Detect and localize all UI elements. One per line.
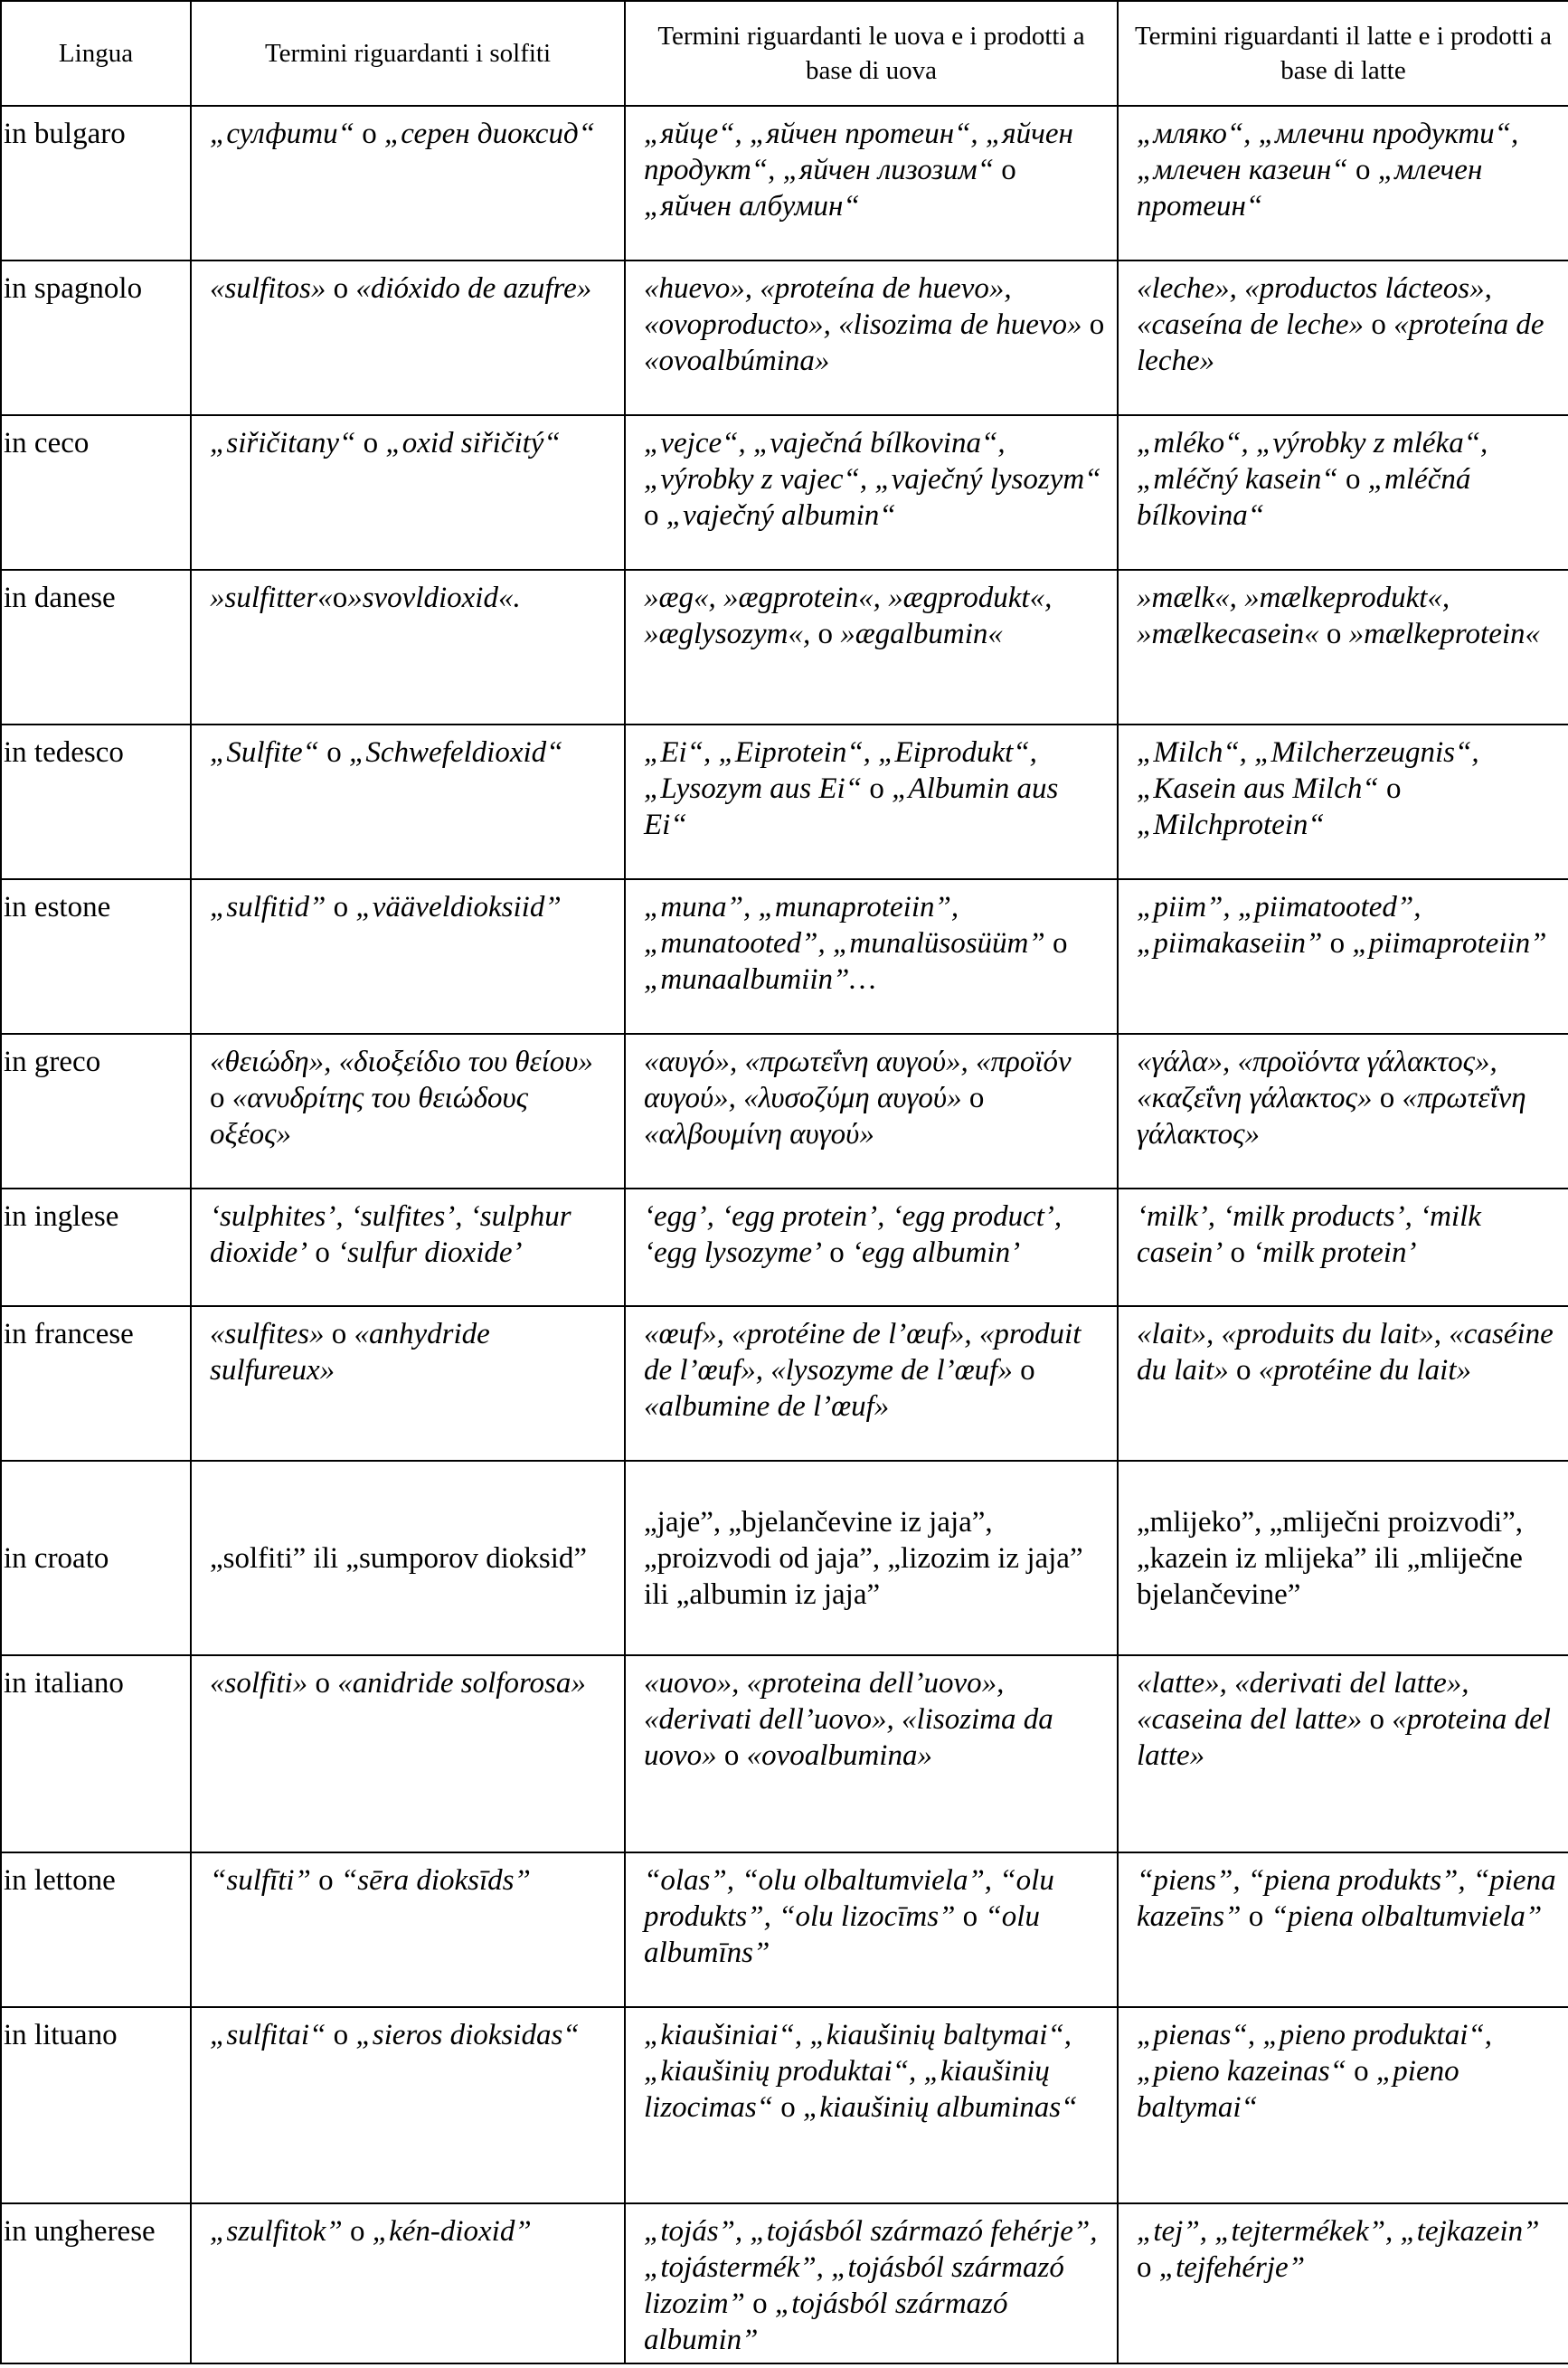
term-text: „vääveldioksiid” — [355, 891, 562, 924]
milk-terms-cell — [1118, 1461, 1568, 1654]
milk-terms-cell — [1118, 260, 1568, 415]
term-text: »mælk«, »mælkeprodukt«, »mælkecasein« — [1137, 582, 1450, 651]
conjunction: o — [319, 736, 350, 770]
term-text: «γάλα», «προϊόντα γάλακτος», «καζεΐνη γάλακτος» — [1137, 1046, 1497, 1115]
language-cell: in lituano — [1, 2007, 191, 2202]
term-text: “piena olbaltumviela” — [1270, 1900, 1543, 1934]
conjunction: o — [955, 1900, 986, 1934]
conjunction: o — [1318, 618, 1349, 651]
sulphites-terms-cell — [191, 2007, 625, 2202]
conjunction: o — [1372, 1082, 1403, 1115]
eggs-terms-cell — [625, 1655, 1118, 1852]
term-text: „мляко“, „млечни продукти“, „млечен казеин“ — [1137, 118, 1519, 186]
milk-terms-cell — [1118, 725, 1568, 879]
table-row — [1, 415, 1568, 570]
table-row — [1, 106, 1568, 260]
conjunction: o — [324, 1318, 354, 1351]
table-row — [1, 2203, 1568, 2363]
term-text: «proteína de leche» — [1137, 308, 1544, 378]
milk-terms-cell — [1118, 1655, 1568, 1852]
milk-terms-cell — [1118, 2203, 1568, 2363]
sulphites-terms-cell — [191, 1189, 625, 1306]
eggs-terms-cell — [625, 1306, 1118, 1461]
term-text: „яйце“, „яйчен протеин“, „яйчен продукт“, „яйчен лизозим“ — [644, 118, 1073, 186]
conjunction: o — [1012, 1354, 1035, 1388]
conjunction: o — [1362, 1702, 1393, 1736]
term-text: «latte», «derivati del latte», «caseina del latte» — [1137, 1666, 1469, 1736]
term-text: «leche», «productos lácteos», «caseína de leche» — [1137, 272, 1492, 342]
term-text: «αυγό», «πρωτεΐνη αυγού», «προϊόν αυγού», «λυσοζύμη αυγού» — [644, 1046, 1072, 1115]
term-text: «huevo», «proteína de huevo», «ovoproducto», «lisozima de huevo» — [644, 272, 1082, 342]
conjunction: o — [326, 2019, 356, 2052]
term-text: «œuf», «protéine de l’œuf», «produit de l’œuf», «lysozyme de l’œuf» — [644, 1318, 1082, 1388]
term-text: „siřičitany“ — [210, 427, 356, 460]
term-text: »æg«, »ægprotein«, »ægprodukt«, »æglysozym«, — [644, 582, 1053, 651]
eggs-terms-cell — [625, 2203, 1118, 2363]
conjunction: o — [1378, 772, 1402, 806]
conjunction: o — [1223, 1236, 1253, 1270]
term-text: „Albumin aus Ei“ — [644, 772, 1059, 842]
term-text: „tojásból származó albumin” — [644, 2287, 1008, 2356]
term-text: »sulfitter« — [210, 582, 333, 615]
term-text: „piim”, „piimatooted”, „piimakaseiin” — [1137, 891, 1422, 961]
table-row — [1, 725, 1568, 879]
term-text: »ægalbumin« — [840, 618, 1003, 651]
table-row — [1, 1189, 1568, 1306]
conjunction: o — [1228, 1354, 1259, 1388]
term-text: „sulfitid” — [210, 891, 326, 924]
term-text: «πρωτεΐνη γάλακτος» — [1137, 1082, 1526, 1151]
conjunction: o — [307, 1666, 338, 1700]
term-text: ‘egg’, ‘egg protein’, ‘egg product’, ‘egg lysozyme’ — [644, 1200, 1063, 1270]
term-text: „solfiti” ili „sumporov dioksid” — [210, 1541, 588, 1575]
conjunction: o — [810, 618, 841, 651]
milk-terms-cell — [1118, 1189, 1568, 1306]
term-text: «anhydride sulfureux» — [210, 1318, 490, 1388]
milk-terms-cell — [1118, 570, 1568, 725]
sulphites-terms-cell — [191, 1306, 625, 1461]
term-text: »mælkeprotein« — [1348, 618, 1541, 651]
language-cell: in italiano — [1, 1655, 191, 1852]
term-text: «solfiti» — [210, 1666, 308, 1700]
term-text: „vaječný albumin“ — [666, 499, 896, 533]
conjunction: o — [862, 772, 893, 806]
term-text: «θειώδη», «διοξείδιο του θείου» — [210, 1046, 593, 1079]
header-sulphites: Termini riguardanti i solfiti — [191, 1, 625, 106]
table-row — [1, 1034, 1568, 1189]
eggs-terms-cell — [625, 260, 1118, 415]
term-text: «uovo», «proteina dell’uovo», «derivati dell’uovo», «lisozima da uovo» — [644, 1666, 1053, 1772]
term-text: “olu albumīns” — [644, 1900, 1040, 1970]
conjunction: o — [307, 1236, 338, 1270]
language-cell: in bulgaro — [1, 106, 191, 260]
term-text: „sieros dioksidas“ — [355, 2019, 580, 2052]
conjunction: o — [210, 1082, 232, 1115]
conjunction: o — [1322, 927, 1353, 961]
language-cell: in tedesco — [1, 725, 191, 879]
language-cell: in inglese — [1, 1189, 191, 1306]
term-text: „яйчен албумин“ — [644, 190, 860, 223]
table-header-row — [1, 1, 1568, 106]
milk-terms-cell — [1118, 2007, 1568, 2202]
eggs-terms-cell — [625, 1189, 1118, 1306]
language-cell: in spagnolo — [1, 260, 191, 415]
eggs-terms-cell — [625, 1034, 1118, 1189]
conjunction: o — [355, 427, 386, 460]
term-text: «sulfites» — [210, 1318, 325, 1351]
sulphites-terms-cell — [191, 879, 625, 1034]
conjunction: o — [1346, 2055, 1376, 2089]
conjunction: o — [1044, 927, 1068, 961]
sulphites-terms-cell — [191, 1034, 625, 1189]
table-row — [1, 1461, 1568, 1654]
milk-terms-cell — [1118, 1034, 1568, 1189]
conjunction: o — [1241, 1900, 1271, 1934]
term-text: «proteina del latte» — [1137, 1702, 1551, 1772]
sulphites-terms-cell — [191, 106, 625, 260]
conjunction: o — [822, 1236, 853, 1270]
milk-terms-cell — [1118, 1852, 1568, 2007]
sulphites-terms-cell — [191, 415, 625, 570]
table-row — [1, 260, 1568, 415]
sulphites-terms-cell — [191, 2203, 625, 2363]
milk-terms-cell — [1118, 106, 1568, 260]
term-text: “sēra dioksīds” — [340, 1864, 531, 1898]
conjunction: o — [326, 891, 356, 924]
conjunction: o — [1137, 2250, 1159, 2284]
term-text: „szulfitok” — [210, 2214, 343, 2248]
language-cell: in ungherese — [1, 2203, 191, 2363]
term-text: ‘milk’, ‘milk products’, ‘milk casein’ — [1137, 1200, 1481, 1270]
conjunction: o — [1347, 154, 1378, 186]
language-cell: in ceco — [1, 415, 191, 570]
term-text: „Ei“, „Eiprotein“, „Eiprodukt“, „Lysozym aus Ei“ — [644, 736, 1037, 806]
sulphites-terms-cell — [191, 260, 625, 415]
term-text: „млечен протеин“ — [1137, 154, 1483, 223]
term-text: “olas”, “olu olbaltumviela”, “olu produkts”, “olu lizocīms” — [644, 1864, 1054, 1934]
conjunction: o — [342, 2214, 373, 2248]
term-text: «albumine de l’œuf» — [644, 1390, 890, 1424]
conjunction: o — [644, 499, 666, 533]
table-row — [1, 1655, 1568, 1852]
conjunction: o — [994, 154, 1016, 186]
header-language: Lingua — [1, 1, 191, 106]
conjunction: o — [310, 1864, 341, 1898]
eggs-terms-cell — [625, 1852, 1118, 2007]
table-row — [1, 570, 1568, 725]
sulphites-terms-cell — [191, 1461, 625, 1654]
eggs-terms-cell — [625, 2007, 1118, 2202]
sulphites-terms-cell — [191, 1852, 625, 2007]
term-text: «ovoalbúmina» — [644, 345, 830, 378]
term-text: „kiaušinių albuminas“ — [803, 2091, 1078, 2125]
term-text: ‘sulfur dioxide’ — [337, 1236, 523, 1270]
term-text: «αλβουμίνη αυγού» — [644, 1118, 874, 1151]
eggs-terms-cell — [625, 1461, 1118, 1654]
term-text: „Milchprotein“ — [1137, 809, 1325, 842]
term-text: „pienas“, „pieno produktai“, „pieno kazeinas“ — [1137, 2019, 1492, 2089]
milk-terms-cell — [1118, 1306, 1568, 1461]
term-text: „Schwefeldioxid“ — [349, 736, 563, 770]
term-text: «ανυδρίτης του θειώδους οξέος» — [210, 1082, 529, 1151]
eggs-terms-cell — [625, 570, 1118, 725]
conjunction: o — [773, 2091, 804, 2125]
milk-terms-cell — [1118, 879, 1568, 1034]
conjunction: o — [716, 1738, 747, 1772]
table-row — [1, 1852, 1568, 2007]
term-text: „vejce“, „vaječná bílkovina“, „výrobky z vajec“, „vaječný lysozym“ — [644, 427, 1101, 497]
table-body — [1, 106, 1568, 2363]
milk-terms-cell — [1118, 415, 1568, 570]
term-text: „tejfehérje” — [1158, 2250, 1306, 2284]
language-cell: in estone — [1, 879, 191, 1034]
language-cell: in croato — [1, 1461, 191, 1654]
conjunction: o — [332, 582, 348, 615]
term-text: «ovoalbumina» — [746, 1738, 932, 1772]
term-text: „kiaušiniai“, „kiaušinių baltymai“, „kiaušinių produktai“, „kiaušinių lizocimas“ — [644, 2019, 1072, 2125]
language-cell: in lettone — [1, 1852, 191, 2007]
term-text: „oxid siřičitý“ — [385, 427, 561, 460]
sulphites-terms-cell — [191, 1655, 625, 1852]
term-text: “piens”, “piena produkts”, “piena kazeīns” — [1137, 1864, 1556, 1934]
term-text: „munaalbumiin”… — [644, 963, 876, 997]
term-text: „kén-dioxid” — [372, 2214, 532, 2248]
term-text: «anidride solforosa» — [337, 1666, 586, 1700]
term-text: „pieno baltymai“ — [1137, 2055, 1459, 2125]
term-text: „mléčná bílkovina“ — [1137, 463, 1471, 533]
conjunction: o — [1364, 308, 1394, 342]
conjunction: o — [326, 272, 356, 306]
sulphites-terms-cell — [191, 570, 625, 725]
table-row — [1, 2007, 1568, 2202]
term-text: ‘egg albumin’ — [852, 1236, 1021, 1270]
conjunction: o — [1082, 308, 1105, 342]
term-text: „mlijeko”, „mliječni proizvodi”, „kazein iz mlijeka” ili „mliječne bjelančevine” — [1137, 1505, 1524, 1611]
conjunction: o — [744, 2287, 775, 2320]
language-cell: in francese — [1, 1306, 191, 1461]
term-text: „Milch“, „Milcherzeugnis“, „Kasein aus Milch“ — [1137, 736, 1479, 806]
term-text: „muna”, „munaproteiin”, „munatooted”, „munalüsosüüm” — [644, 891, 1045, 961]
header-milk: Termini riguardanti il latte e i prodotti a base di latte — [1118, 1, 1568, 106]
eggs-terms-cell — [625, 106, 1118, 260]
table-row — [1, 1306, 1568, 1461]
eggs-terms-cell — [625, 879, 1118, 1034]
term-text: «protéine du lait» — [1258, 1354, 1472, 1388]
term-text: ‘milk protein’ — [1252, 1236, 1417, 1270]
eggs-terms-cell — [625, 415, 1118, 570]
language-cell: in danese — [1, 570, 191, 725]
term-text: «dióxido de azufre» — [355, 272, 592, 306]
term-text: „mléko“, „výrobky z mléka“, „mléčný kasein“ — [1137, 427, 1488, 497]
language-cell: in greco — [1, 1034, 191, 1189]
eggs-terms-cell — [625, 725, 1118, 879]
term-text: «lait», «produits du lait», «caséine du lait» — [1137, 1318, 1554, 1388]
term-text: „серен диоксид“ — [383, 118, 595, 150]
term-text: „сулфити“ — [210, 118, 354, 150]
conjunction: o — [1337, 463, 1368, 497]
term-text: “sulfīti” — [210, 1864, 311, 1898]
term-text: „tej”, „tejtermékek”, „tejkazein” — [1137, 2214, 1540, 2248]
term-text: «sulfitos» — [210, 272, 326, 306]
term-text: „piimaproteiin” — [1352, 927, 1547, 961]
term-text: „jaje”, „bjelančevine iz jaja”, „proizvodi od jaja”, „lizozim iz jaja” ili „albumin iz jaja” — [644, 1505, 1083, 1611]
conjunction: o — [354, 118, 384, 150]
table-row — [1, 879, 1568, 1034]
header-eggs: Termini riguardanti le uova e i prodotti a base di uova — [625, 1, 1118, 106]
term-text: „tojás”, „tojásból származó fehérje”, „tojástermék”, „tojásból származó lizozim” — [644, 2214, 1098, 2320]
term-text: »svovldioxid«. — [347, 582, 521, 615]
term-text: ‘sulphites’, ‘sulfites’, ‘sulphur dioxide’ — [210, 1200, 571, 1270]
term-text: „Sulfite“ — [210, 736, 320, 770]
conjunction: o — [961, 1082, 985, 1115]
sulphites-terms-cell — [191, 725, 625, 879]
term-text: „sulfitai“ — [210, 2019, 326, 2052]
